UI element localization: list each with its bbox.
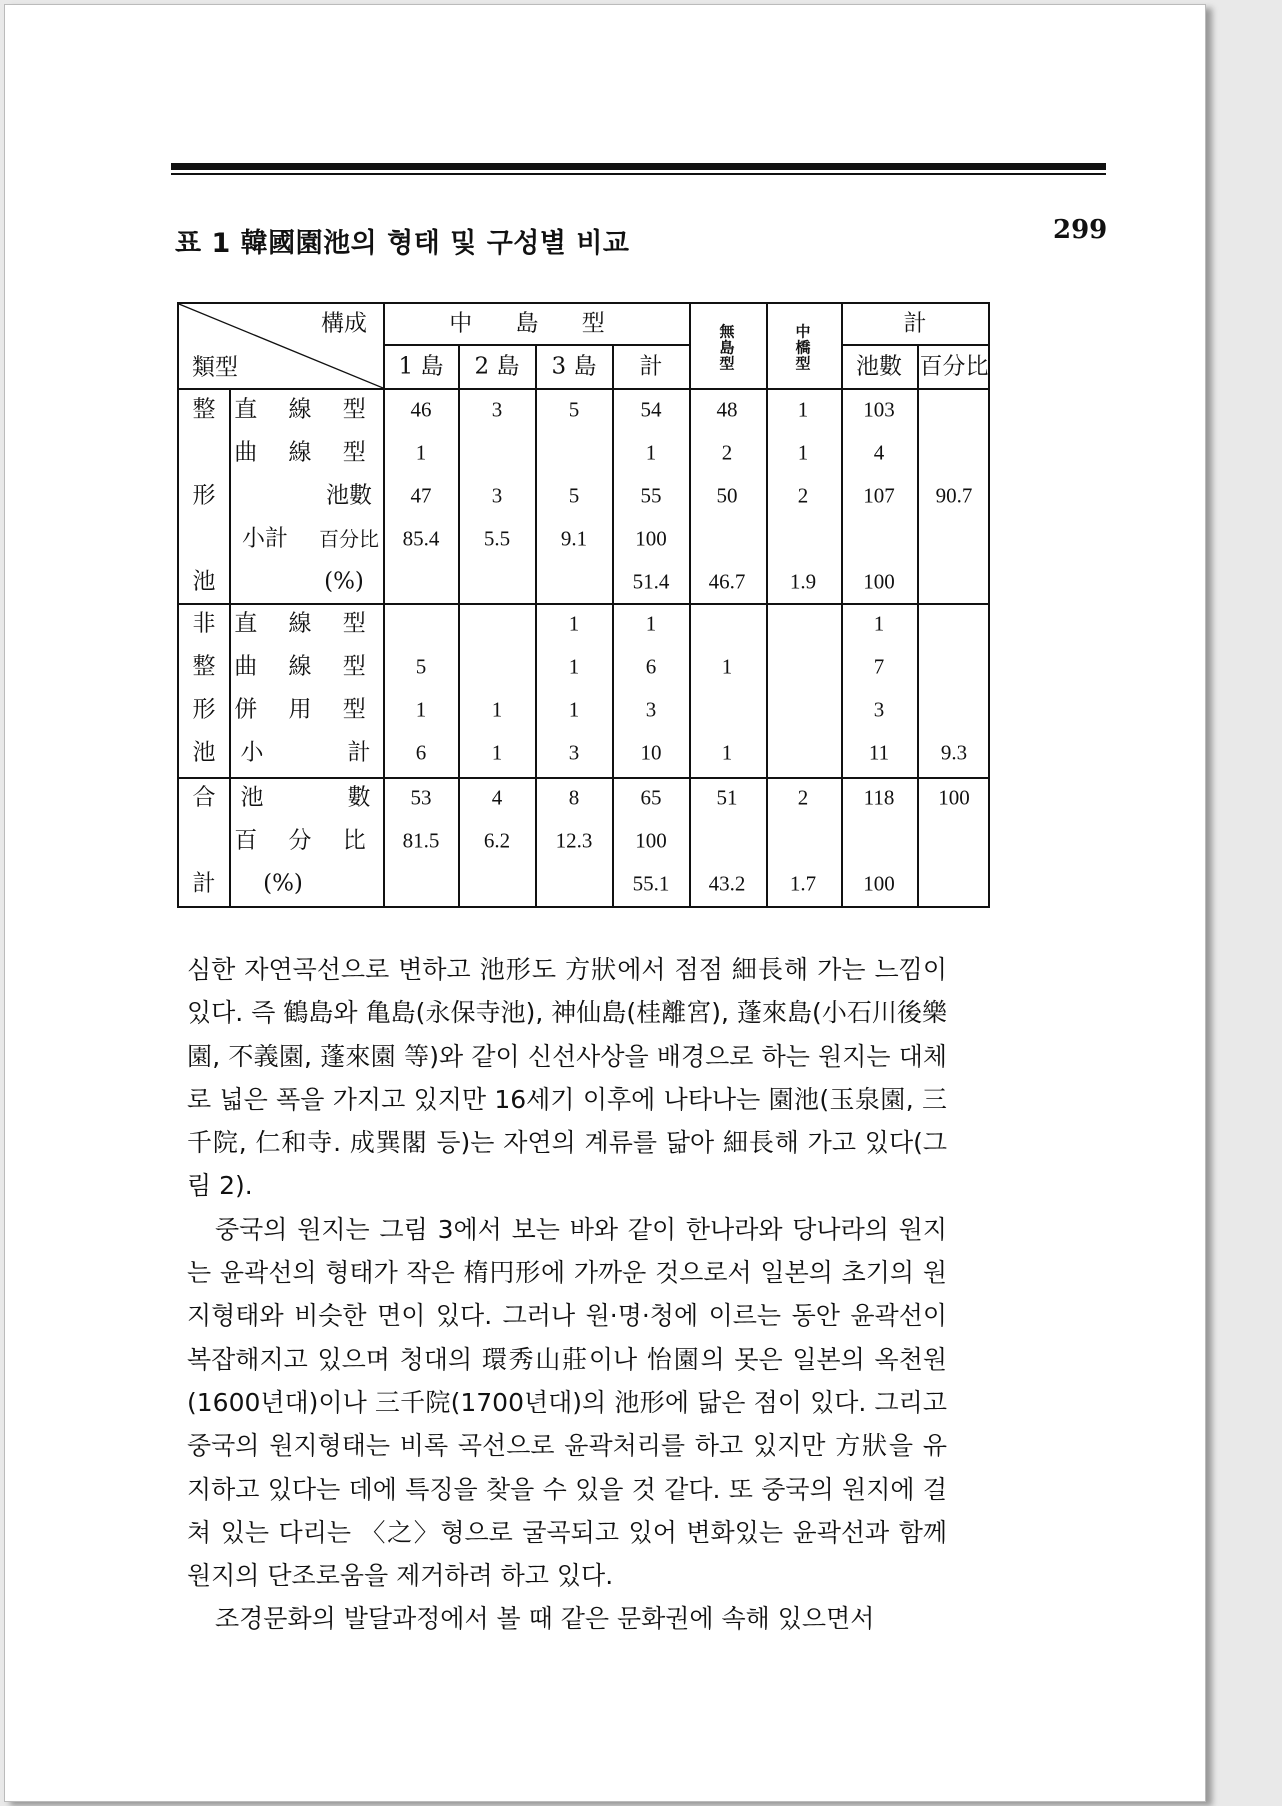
hline-irregular	[179, 777, 990, 779]
header-percent: 百分比	[919, 353, 989, 380]
table-cell: 1	[645, 440, 657, 465]
vline-2	[535, 344, 537, 908]
vline-label	[383, 304, 385, 908]
row-label-irr-straight: 直 線 型	[234, 610, 378, 637]
header-rule-thick	[171, 163, 1106, 170]
table-cell: 100	[938, 785, 970, 810]
table-caption: 표 1 韓國園池의 형태 및 구성별 비교	[175, 228, 630, 259]
table-cell: 1	[645, 611, 657, 636]
table-cell: 1	[568, 654, 580, 679]
hline-total-header	[841, 344, 990, 346]
paragraph-3: 조경문화의 발달과정에서 볼 때 같은 문화권에 속해 있으면서	[215, 1604, 875, 1634]
table-cell: 107	[863, 483, 895, 508]
table-cell: 47	[410, 483, 432, 508]
hline-regular	[179, 603, 990, 605]
table-cell: 6.2	[483, 828, 511, 853]
group-irregular-4: 池	[192, 739, 216, 766]
group-total-2: 計	[192, 870, 216, 897]
row-label-straight: 直 線 型	[234, 396, 378, 423]
table-cell: 4	[873, 440, 885, 465]
header-rule-thin	[171, 173, 1106, 175]
table-cell: 3	[645, 697, 657, 722]
row-label-percent: 百分比	[319, 527, 379, 551]
paragraph-2: 중국의 원지는 그림 3에서 보는 바와 같이 한나라와 당나라의 원지는 윤곽선의 형태가 작은 楕円形에 가까운 것으로서 일본의 초기의 원지형태와 비슷한 면이 있다. 그러나 원·명·청에 이르는 동안 윤곽선이 복잡해지고 있으며 청대의 環秀山莊이나 怡園의 못은 일본의 옥천원(1600년대)이나 三千院(1700년대)의 池形에 닮은 점이 있다. 그리고 중국의 원지형태는 비록 곡선으로 윤곽처리를 하고 있지만 方狀을 유지하고 있다는 데에 특징을 찾을 수 있을 것 같다. 또 중국의 원지에 걸쳐 있는 다리는 〈之〉형으로 굴곡되고 있어 변화있는 윤곽선과 함께 원지의 단조로움을 제거하려 하고 있다.	[187, 1214, 947, 1591]
header-island-type: 中 島 型	[449, 310, 623, 337]
header-no-island: 無島型	[719, 322, 735, 372]
table-cell: 100	[635, 526, 667, 551]
table-cell: 1	[797, 440, 809, 465]
row-label-irr-subtotal-b: 計	[347, 739, 371, 766]
table-cell: 6	[415, 740, 427, 765]
table-cell: 50	[716, 483, 738, 508]
table-cell: 1	[721, 740, 733, 765]
table-cell: 3	[568, 740, 580, 765]
vline-7	[917, 344, 919, 908]
table-cell: 6	[645, 654, 657, 679]
vline-6	[841, 304, 843, 908]
header-diagonal	[179, 304, 992, 910]
header-island-total: 計	[639, 353, 663, 380]
hline-island-header	[383, 344, 689, 346]
vline-4	[689, 304, 691, 908]
table-cell: 43.2	[708, 871, 746, 896]
table-cell: 10	[640, 740, 662, 765]
header-total: 計	[903, 310, 927, 337]
table-cell: 12.3	[555, 828, 593, 853]
table-cell: 51.4	[632, 569, 670, 594]
table-cell: 48	[716, 397, 738, 422]
table-cell: 65	[640, 785, 662, 810]
table-cell: 85.4	[402, 526, 440, 551]
row-label-total-percent: 百 分 比	[234, 827, 378, 854]
header-two-island: 2 島	[474, 353, 520, 380]
group-irregular-2: 整	[192, 653, 216, 680]
table-cell: 46	[410, 397, 432, 422]
table-cell: 1	[491, 697, 503, 722]
table-cell: 8	[568, 785, 580, 810]
table-cell: 3	[491, 397, 503, 422]
row-label-pct-unit: (%)	[324, 568, 364, 595]
table-cell: 1	[491, 740, 503, 765]
group-regular-3: 池	[192, 568, 216, 595]
group-regular-2: 形	[192, 482, 216, 509]
table-cell: 5	[415, 654, 427, 679]
table-cell: 11	[868, 740, 890, 765]
table-cell: 3	[491, 483, 503, 508]
table-cell: 2	[721, 440, 733, 465]
table-cell: 53	[410, 785, 432, 810]
table-cell: 1	[568, 697, 580, 722]
table-cell: 55.1	[632, 871, 670, 896]
header-pond-count: 池數	[856, 353, 902, 380]
table-cell: 1.7	[789, 871, 817, 896]
table-cell: 5.5	[483, 526, 511, 551]
table-cell: 9.1	[560, 526, 588, 551]
table-cell: 3	[873, 697, 885, 722]
header-three-island: 3 島	[551, 353, 597, 380]
table-cell: 55	[640, 483, 662, 508]
vline-1	[458, 344, 460, 908]
header-type: 類型	[192, 354, 238, 381]
page-number: 299	[1053, 215, 1108, 245]
table-cell: 118	[863, 785, 895, 810]
table-cell: 1.9	[789, 569, 817, 594]
table-cell: 46.7	[708, 569, 746, 594]
table-cell: 100	[863, 569, 895, 594]
vline-5	[766, 304, 768, 908]
table-cell: 54	[640, 397, 662, 422]
table-cell: 1	[797, 397, 809, 422]
table-cell: 4	[491, 785, 503, 810]
table-cell: 100	[863, 871, 895, 896]
table-cell: 9.3	[940, 740, 968, 765]
row-label-irr-curved: 曲 線 型	[234, 653, 378, 680]
page	[4, 4, 1206, 1802]
row-label-total-pct-unit: (%)	[263, 870, 303, 897]
vline-group	[229, 388, 231, 908]
table-cell: 100	[635, 828, 667, 853]
table-cell: 1	[415, 440, 427, 465]
table-cell: 1	[873, 611, 885, 636]
row-label-irr-combined: 併 用 型	[234, 696, 378, 723]
group-irregular-3: 形	[192, 696, 216, 723]
table-cell: 1	[721, 654, 733, 679]
body-text	[187, 948, 947, 1641]
table-cell: 90.7	[935, 483, 973, 508]
hline-header	[179, 388, 990, 390]
table-cell: 7	[873, 654, 885, 679]
table-cell: 5	[568, 397, 580, 422]
row-label-total-pond-a: 池	[240, 784, 264, 811]
header-one-island: 1 島	[398, 353, 444, 380]
paragraph-1: 심한 자연곡선으로 변하고 池形도 方狀에서 점점 細長해 가는 느낌이 있다. 즉 鶴島와 亀島(永保寺池), 神仙島(桂離宮), 蓬來島(小石川後樂園, 不義園, 蓬來園 等)와 같이 신선사상을 배경으로 하는 원지는 대체로 넓은 폭을 가지고 있지만 16세기 이후에 나타나는 園池(玉泉園, 三千院, 仁和寺. 成巽閣 등)는 자연의 계류를 닮아 細長해 가고 있다(그림 2).	[187, 955, 947, 1201]
group-irregular-1: 非	[192, 610, 216, 637]
row-label-total-pond-b: 數	[347, 784, 371, 811]
row-label-curved: 曲 線 型	[234, 439, 378, 466]
table-cell: 103	[863, 397, 895, 422]
group-total-1: 合	[192, 784, 216, 811]
comparison-table	[177, 302, 990, 908]
table-cell: 1	[568, 611, 580, 636]
header-composition: 構成	[321, 310, 367, 337]
table-cell: 1	[415, 697, 427, 722]
table-cell: 5	[568, 483, 580, 508]
row-label-subtotal: 小計	[242, 525, 288, 552]
table-cell: 2	[797, 483, 809, 508]
vline-3	[612, 344, 614, 908]
group-regular-1: 整	[192, 396, 216, 423]
table-cell: 2	[797, 785, 809, 810]
table-cell: 51	[716, 785, 738, 810]
row-label-pond-count: 池數	[326, 482, 372, 509]
header-bridge: 中橋型	[795, 322, 811, 372]
table-cell: 81.5	[402, 828, 440, 853]
row-label-irr-subtotal-a: 小	[240, 739, 264, 766]
